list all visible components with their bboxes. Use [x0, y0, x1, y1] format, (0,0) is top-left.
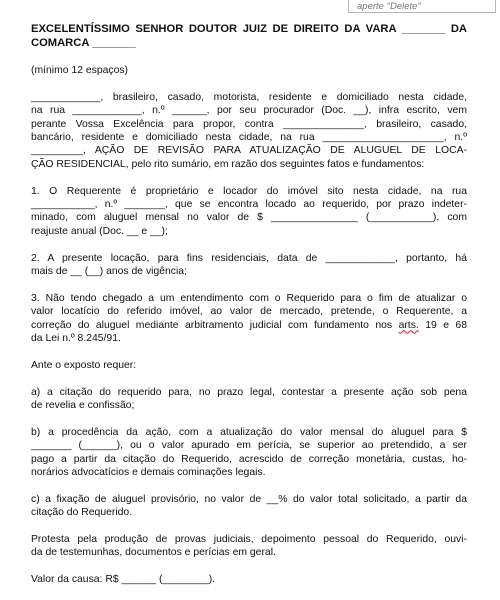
request-b-line: b) a procedência da ação, com a atualização do valor mensal do aluguel para $	[31, 426, 467, 438]
request-b-line: norários advocatícios e demais cominações legais.	[31, 467, 266, 479]
cause-value: Valor da causa: R$ ______ (________).	[31, 574, 216, 586]
request-a-line: a) a citação do requerido para, no prazo legal, contestar a presente ação sob pena	[31, 386, 467, 398]
request-b-paragraph	[31, 426, 467, 480]
fact-3-line: valor locatício do referido imóvel, ao valor de mercado, pretende, o Requerente, a	[31, 306, 467, 318]
intro-line: bancário, residente e domiciliado nesta cidade, na rua _____________________, n.º	[31, 132, 467, 144]
fact-3-text: 19 e 68	[418, 319, 467, 331]
request-c-paragraph	[31, 493, 467, 520]
intro-paragraph	[31, 91, 467, 171]
fact-3-line: 3. Não tendo chegado a um entendimento com o Requerido para o fim de atualizar o	[31, 292, 467, 304]
fact-1-line: reajuste anual (Doc. __ e __);	[31, 225, 168, 237]
intro-line: ____________, brasileiro, casado, motorista, residente e domiciliado nesta cidade,	[31, 91, 467, 103]
request-c-line: citação do Requerido.	[31, 507, 133, 519]
fact-1-line: minado, com aluguel mensal no valor de $ _______________ (___________), com	[31, 212, 467, 224]
petition-document[interactable]	[31, 22, 467, 600]
intro-line: ÇÃO RESIDENCIAL, pelo rito sumário, em razão dos seguintes fatos e fundamentos:	[31, 158, 425, 170]
request-a-line: de revelia e confissão;	[31, 400, 135, 412]
fact-2-line: mais de __ (__) anos de vigência;	[31, 266, 187, 278]
intro-line: _________, AÇÃO DE REVISÃO PARA ATUALIZAÇÃO DE ALUGUEL DE LOCA-	[31, 145, 467, 157]
request-c-line: c) a fixação de aluguel provisório, no valor de __% do valor total solicitado, a partir da	[31, 493, 467, 505]
intro-line: na rua ____________, n.º ______, por seu procurador (Doc. __), infra escrito, vem	[31, 105, 467, 117]
spellcheck-flagged-word[interactable]: arts.	[398, 319, 419, 331]
intro-line: perante Vossa Excelência para propor, contra ______________, brasileiro, casado,	[31, 118, 467, 130]
evidence-paragraph	[31, 533, 467, 560]
delete-hint-box: aperte "Delete"	[348, 0, 496, 13]
evidence-line: da de testemunhas, documentos e perícias em geral.	[31, 547, 276, 559]
fact-3-line	[31, 319, 467, 332]
evidence-line: Protesta pela produção de provas judiciais, depoimento pessoal do Requerido, ouvi-	[31, 534, 467, 546]
request-b-line: pago a partir da citação do Requerido, acrescido de correção monetária, custas, ho-	[31, 453, 467, 465]
fact-3-paragraph	[31, 292, 467, 346]
fact-2-paragraph	[31, 252, 467, 279]
petition-heading	[31, 22, 467, 50]
request-intro: Ante o exposto requer:	[31, 359, 137, 371]
fact-1-paragraph	[31, 185, 467, 239]
fact-3-line: da Lei n.º 8.245/91.	[31, 333, 121, 345]
fact-2-line: 2. A presente locação, para fins residenciais, data de ____________, portanto, há	[31, 252, 467, 264]
heading-line-1: EXCELENTÍSSIMO SENHOR DOUTOR JUIZ DE DIREITO DA VARA _______ DA	[31, 23, 467, 35]
minimum-spaces-note: (mínimo 12 espaços)	[31, 65, 129, 76]
fact-1-line: ___________, n.º _______, que se encontra locado ao requerido, por prazo indeter-	[31, 199, 467, 211]
fact-3-text: correção do aluguel mediante arbitramento judicial com fundamento nos	[31, 319, 399, 331]
fact-1-line: 1. O Requerente é proprietário e locador do imóvel sito nesta cidade, na rua	[31, 185, 467, 197]
heading-line-2: COMARCA _______	[31, 37, 136, 49]
request-b-line: _______ (______), ou o valor apurado em perícia, se superior ao pretendido, a ser	[31, 440, 467, 452]
request-a-paragraph	[31, 386, 467, 413]
